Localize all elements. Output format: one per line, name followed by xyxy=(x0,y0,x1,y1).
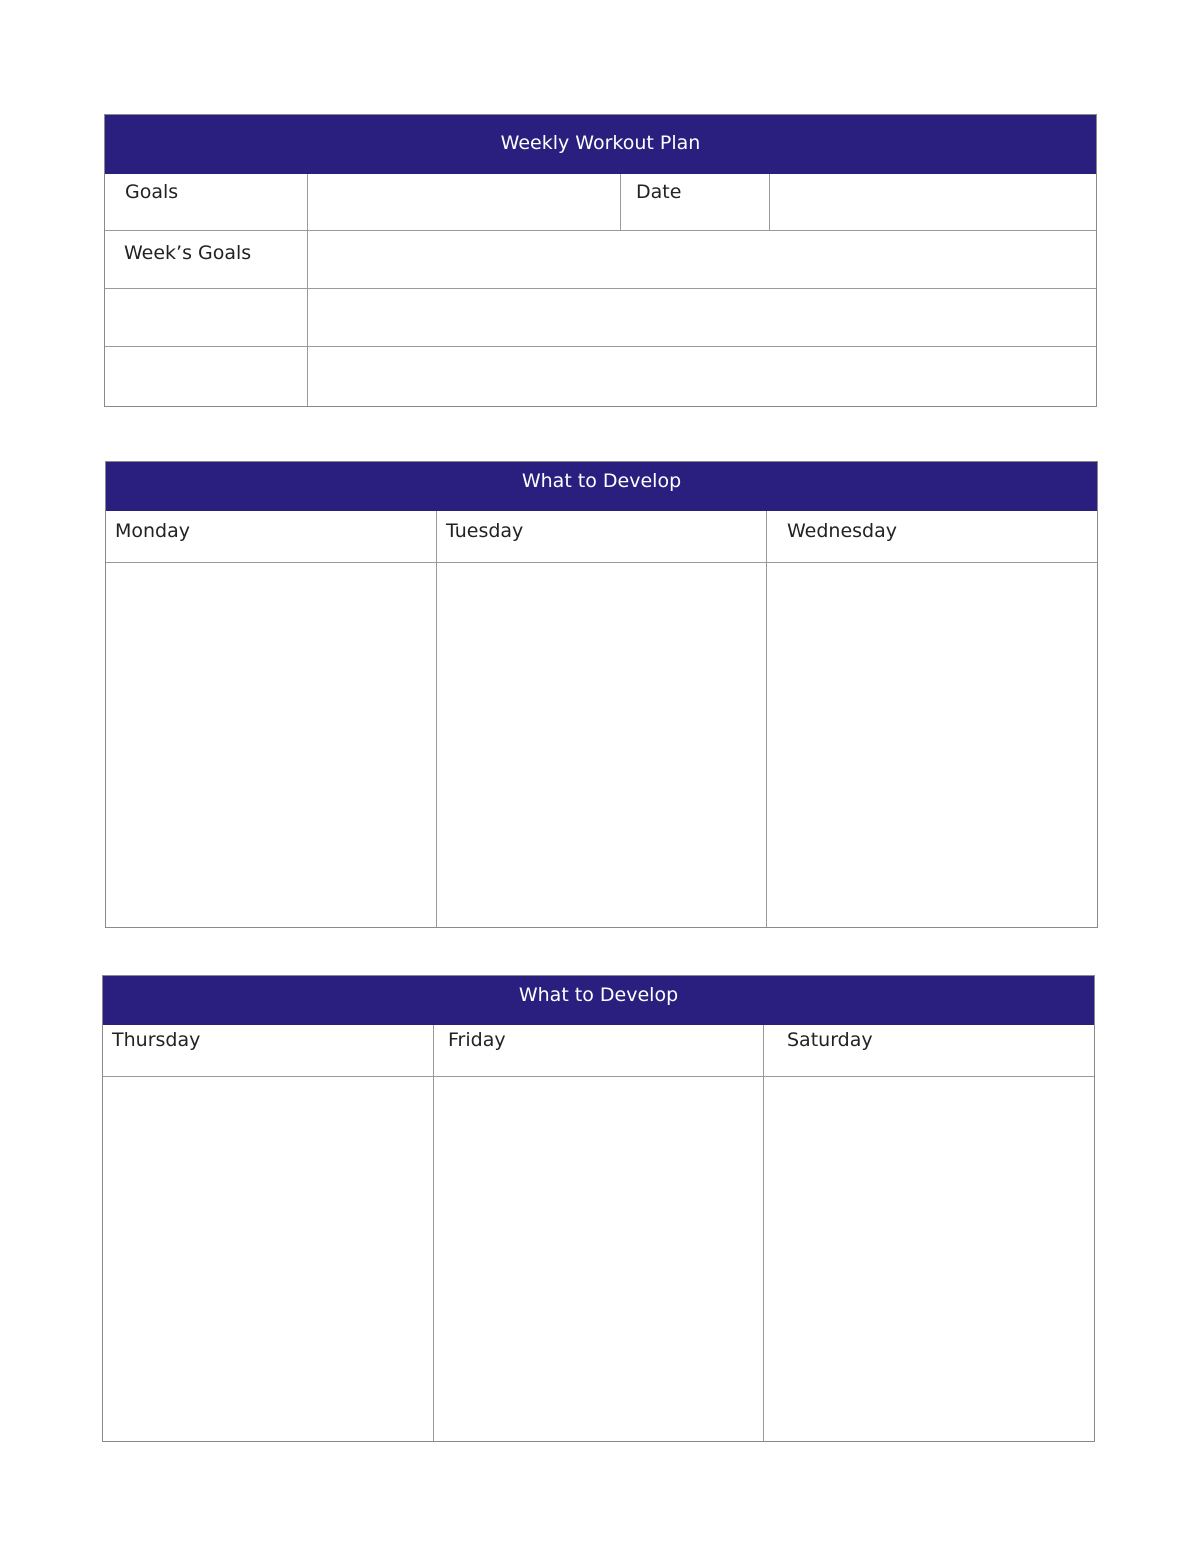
day-notes-saturday[interactable] xyxy=(764,1077,1093,1440)
day-label-friday: Friday xyxy=(448,1029,506,1051)
date-label: Date xyxy=(636,181,682,203)
date-field[interactable] xyxy=(770,175,1096,230)
weeks-goals-field[interactable] xyxy=(308,231,1096,288)
day-notes-friday[interactable] xyxy=(434,1077,763,1440)
develop-table-2 xyxy=(102,975,1095,1442)
plan-title: Weekly Workout Plan xyxy=(105,115,1096,174)
day-notes-thursday[interactable] xyxy=(103,1077,433,1440)
day-notes-monday[interactable] xyxy=(106,563,436,926)
weekly-plan-table xyxy=(104,114,1097,407)
weeks-goals-field-3[interactable] xyxy=(308,347,1096,405)
day-label-monday: Monday xyxy=(115,520,191,542)
day-label-wednesday: Wednesday xyxy=(787,520,898,542)
weeks-goals-label: Week’s Goals xyxy=(124,242,252,264)
day-label-thursday: Thursday xyxy=(112,1029,201,1051)
day-notes-tuesday[interactable] xyxy=(437,563,766,926)
day-label-tuesday: Tuesday xyxy=(446,520,524,542)
goals-label: Goals xyxy=(125,181,179,203)
goals-field[interactable] xyxy=(308,175,620,230)
weeks-goals-field-2[interactable] xyxy=(308,289,1096,346)
day-label-saturday: Saturday xyxy=(787,1029,873,1051)
day-notes-wednesday[interactable] xyxy=(767,563,1096,926)
develop-table-1 xyxy=(105,461,1098,928)
develop-title-1: What to Develop xyxy=(106,462,1097,511)
col-divider xyxy=(620,174,621,230)
develop-title-2: What to Develop xyxy=(103,976,1094,1025)
